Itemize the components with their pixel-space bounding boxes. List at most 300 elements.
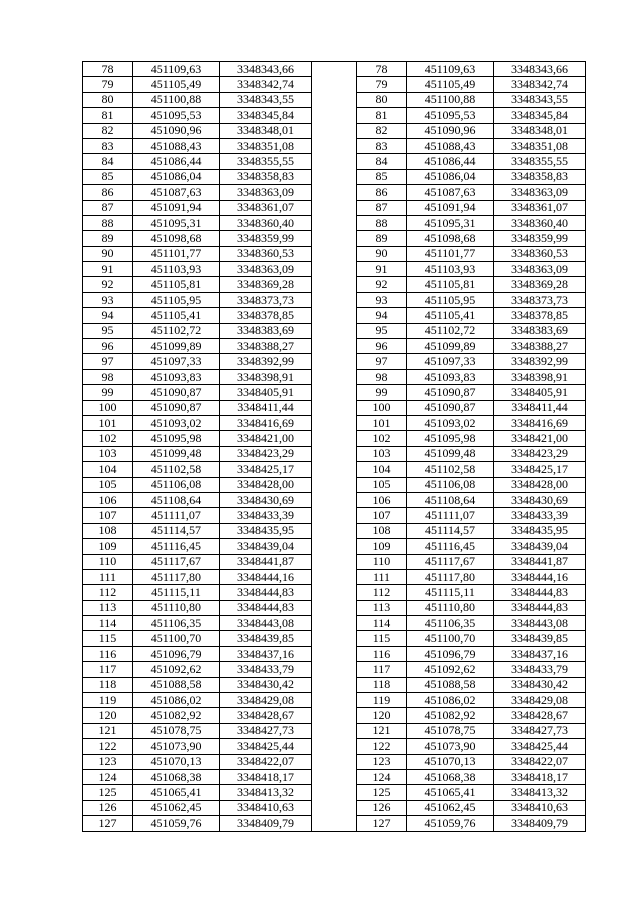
table-gap-cell: [312, 631, 357, 646]
right-x-coordinate-cell: 451090,87: [407, 400, 494, 415]
table-gap-cell: [312, 769, 357, 784]
right-x-coordinate-cell: 451086,04: [407, 169, 494, 184]
left-point-number-cell: 93: [83, 292, 133, 307]
table-row: [83, 677, 586, 692]
right-x-coordinate-cell: 451109,63: [407, 62, 494, 77]
right-x-coordinate-cell: 451102,58: [407, 462, 494, 477]
left-x-coordinate-cell: 451105,81: [133, 277, 220, 292]
table-row: [83, 246, 586, 261]
left-y-coordinate-cell: 3348363,09: [220, 262, 312, 277]
right-y-coordinate-cell: 3348410,63: [494, 800, 586, 815]
table-row: [83, 816, 586, 831]
left-x-coordinate-cell: 451108,64: [133, 492, 220, 507]
right-x-coordinate-cell: 451093,83: [407, 369, 494, 384]
right-point-number-cell: 95: [357, 323, 407, 338]
right-point-number-cell: 83: [357, 138, 407, 153]
right-point-number-cell: 124: [357, 769, 407, 784]
left-y-coordinate-cell: 3348410,63: [220, 800, 312, 815]
left-y-coordinate-cell: 3348373,73: [220, 292, 312, 307]
table-gap-cell: [312, 77, 357, 92]
right-y-coordinate-cell: 3348425,44: [494, 739, 586, 754]
table-gap-cell: [312, 108, 357, 123]
left-point-number-cell: 108: [83, 523, 133, 538]
right-y-coordinate-cell: 3348355,55: [494, 154, 586, 169]
right-point-number-cell: 125: [357, 785, 407, 800]
left-x-coordinate-cell: 451117,67: [133, 554, 220, 569]
table-gap-cell: [312, 677, 357, 692]
left-point-number-cell: 110: [83, 554, 133, 569]
left-point-number-cell: 117: [83, 662, 133, 677]
table-row: [83, 646, 586, 661]
right-point-number-cell: 99: [357, 385, 407, 400]
left-x-coordinate-cell: 451088,43: [133, 138, 220, 153]
left-point-number-cell: 124: [83, 769, 133, 784]
left-point-number-cell: 99: [83, 385, 133, 400]
right-point-number-cell: 101: [357, 415, 407, 430]
table-row: [83, 262, 586, 277]
left-y-coordinate-cell: 3348355,55: [220, 154, 312, 169]
left-x-coordinate-cell: 451109,63: [133, 62, 220, 77]
table-gap-cell: [312, 739, 357, 754]
table-row: [83, 523, 586, 538]
left-y-coordinate-cell: 3348439,85: [220, 631, 312, 646]
table-gap-cell: [312, 277, 357, 292]
left-x-coordinate-cell: 451117,80: [133, 569, 220, 584]
left-x-coordinate-cell: 451099,89: [133, 339, 220, 354]
left-x-coordinate-cell: 451070,13: [133, 754, 220, 769]
table-row: [83, 492, 586, 507]
table-gap-cell: [312, 785, 357, 800]
table-row: [83, 200, 586, 215]
right-point-number-cell: 109: [357, 539, 407, 554]
left-y-coordinate-cell: 3348435,95: [220, 523, 312, 538]
right-y-coordinate-cell: 3348439,85: [494, 631, 586, 646]
left-x-coordinate-cell: 451093,02: [133, 415, 220, 430]
table-row: [83, 462, 586, 477]
left-y-coordinate-cell: 3348433,39: [220, 508, 312, 523]
right-point-number-cell: 122: [357, 739, 407, 754]
left-y-coordinate-cell: 3348345,84: [220, 108, 312, 123]
table-gap-cell: [312, 262, 357, 277]
table-gap-cell: [312, 800, 357, 815]
right-y-coordinate-cell: 3348433,79: [494, 662, 586, 677]
right-y-coordinate-cell: 3348411,44: [494, 400, 586, 415]
left-x-coordinate-cell: 451106,08: [133, 477, 220, 492]
table-row: [83, 323, 586, 338]
right-y-coordinate-cell: 3348363,09: [494, 185, 586, 200]
left-point-number-cell: 123: [83, 754, 133, 769]
table-gap-cell: [312, 138, 357, 153]
right-x-coordinate-cell: 451106,35: [407, 616, 494, 631]
left-y-coordinate-cell: 3348360,53: [220, 246, 312, 261]
left-x-coordinate-cell: 451116,45: [133, 539, 220, 554]
table-gap-cell: [312, 231, 357, 246]
right-point-number-cell: 116: [357, 646, 407, 661]
right-y-coordinate-cell: 3348444,83: [494, 600, 586, 615]
right-y-coordinate-cell: 3348342,74: [494, 77, 586, 92]
right-x-coordinate-cell: 451062,45: [407, 800, 494, 815]
right-y-coordinate-cell: 3348418,17: [494, 769, 586, 784]
left-point-number-cell: 121: [83, 723, 133, 738]
right-point-number-cell: 91: [357, 262, 407, 277]
left-y-coordinate-cell: 3348425,44: [220, 739, 312, 754]
left-point-number-cell: 84: [83, 154, 133, 169]
left-y-coordinate-cell: 3348444,83: [220, 600, 312, 615]
right-y-coordinate-cell: 3348363,09: [494, 262, 586, 277]
left-y-coordinate-cell: 3348363,09: [220, 185, 312, 200]
left-point-number-cell: 101: [83, 415, 133, 430]
right-x-coordinate-cell: 451117,67: [407, 554, 494, 569]
left-x-coordinate-cell: 451078,75: [133, 723, 220, 738]
right-point-number-cell: 120: [357, 708, 407, 723]
right-point-number-cell: 127: [357, 816, 407, 831]
table-row: [83, 123, 586, 138]
table-gap-cell: [312, 339, 357, 354]
table-gap-cell: [312, 754, 357, 769]
right-y-coordinate-cell: 3348443,08: [494, 616, 586, 631]
left-y-coordinate-cell: 3348433,79: [220, 662, 312, 677]
table-gap-cell: [312, 246, 357, 261]
left-x-coordinate-cell: 451090,96: [133, 123, 220, 138]
left-y-coordinate-cell: 3348444,83: [220, 585, 312, 600]
left-point-number-cell: 97: [83, 354, 133, 369]
left-point-number-cell: 114: [83, 616, 133, 631]
right-y-coordinate-cell: 3348413,32: [494, 785, 586, 800]
table-gap-cell: [312, 569, 357, 584]
table-gap-cell: [312, 123, 357, 138]
right-point-number-cell: 108: [357, 523, 407, 538]
right-point-number-cell: 89: [357, 231, 407, 246]
left-y-coordinate-cell: 3348360,40: [220, 215, 312, 230]
right-point-number-cell: 94: [357, 308, 407, 323]
table-row: [83, 292, 586, 307]
right-point-number-cell: 114: [357, 616, 407, 631]
right-point-number-cell: 121: [357, 723, 407, 738]
left-y-coordinate-cell: 3348430,69: [220, 492, 312, 507]
table-gap-cell: [312, 508, 357, 523]
table-row: [83, 92, 586, 107]
right-x-coordinate-cell: 451099,89: [407, 339, 494, 354]
left-x-coordinate-cell: 451106,35: [133, 616, 220, 631]
table-gap-cell: [312, 369, 357, 384]
table-row: [83, 723, 586, 738]
left-x-coordinate-cell: 451073,90: [133, 739, 220, 754]
right-y-coordinate-cell: 3348360,53: [494, 246, 586, 261]
table-row: [83, 277, 586, 292]
right-point-number-cell: 112: [357, 585, 407, 600]
left-y-coordinate-cell: 3348444,16: [220, 569, 312, 584]
right-y-coordinate-cell: 3348429,08: [494, 693, 586, 708]
left-x-coordinate-cell: 451100,88: [133, 92, 220, 107]
left-point-number-cell: 81: [83, 108, 133, 123]
left-point-number-cell: 112: [83, 585, 133, 600]
table-gap-cell: [312, 646, 357, 661]
table-gap-cell: [312, 62, 357, 77]
table-row: [83, 415, 586, 430]
left-point-number-cell: 92: [83, 277, 133, 292]
right-x-coordinate-cell: 451097,33: [407, 354, 494, 369]
left-point-number-cell: 111: [83, 569, 133, 584]
right-y-coordinate-cell: 3348345,84: [494, 108, 586, 123]
left-point-number-cell: 105: [83, 477, 133, 492]
right-point-number-cell: 107: [357, 508, 407, 523]
table-gap-cell: [312, 185, 357, 200]
right-x-coordinate-cell: 451088,58: [407, 677, 494, 692]
right-y-coordinate-cell: 3348435,95: [494, 523, 586, 538]
left-point-number-cell: 86: [83, 185, 133, 200]
table-gap-cell: [312, 477, 357, 492]
left-x-coordinate-cell: 451087,63: [133, 185, 220, 200]
left-y-coordinate-cell: 3348409,79: [220, 816, 312, 831]
left-point-number-cell: 125: [83, 785, 133, 800]
right-y-coordinate-cell: 3348437,16: [494, 646, 586, 661]
table-row: [83, 446, 586, 461]
table-gap-cell: [312, 169, 357, 184]
right-y-coordinate-cell: 3348430,69: [494, 492, 586, 507]
right-y-coordinate-cell: 3348348,01: [494, 123, 586, 138]
table-row: [83, 400, 586, 415]
left-point-number-cell: 126: [83, 800, 133, 815]
left-x-coordinate-cell: 451096,79: [133, 646, 220, 661]
right-y-coordinate-cell: 3348392,99: [494, 354, 586, 369]
left-x-coordinate-cell: 451105,95: [133, 292, 220, 307]
table-gap-cell: [312, 431, 357, 446]
right-x-coordinate-cell: 451105,81: [407, 277, 494, 292]
left-y-coordinate-cell: 3348428,67: [220, 708, 312, 723]
table-row: [83, 585, 586, 600]
left-x-coordinate-cell: 451114,57: [133, 523, 220, 538]
right-y-coordinate-cell: 3348369,28: [494, 277, 586, 292]
right-x-coordinate-cell: 451116,45: [407, 539, 494, 554]
right-x-coordinate-cell: 451073,90: [407, 739, 494, 754]
table-row: [83, 385, 586, 400]
left-y-coordinate-cell: 3348369,28: [220, 277, 312, 292]
left-x-coordinate-cell: 451099,48: [133, 446, 220, 461]
right-y-coordinate-cell: 3348351,08: [494, 138, 586, 153]
right-x-coordinate-cell: 451117,80: [407, 569, 494, 584]
left-y-coordinate-cell: 3348441,87: [220, 554, 312, 569]
table-gap-cell: [312, 616, 357, 631]
right-x-coordinate-cell: 451090,87: [407, 385, 494, 400]
right-point-number-cell: 110: [357, 554, 407, 569]
left-x-coordinate-cell: 451086,04: [133, 169, 220, 184]
right-y-coordinate-cell: 3348405,91: [494, 385, 586, 400]
table-gap-cell: [312, 385, 357, 400]
right-point-number-cell: 93: [357, 292, 407, 307]
right-y-coordinate-cell: 3348383,69: [494, 323, 586, 338]
left-point-number-cell: 85: [83, 169, 133, 184]
right-y-coordinate-cell: 3348422,07: [494, 754, 586, 769]
table-gap-cell: [312, 215, 357, 230]
left-point-number-cell: 98: [83, 369, 133, 384]
left-point-number-cell: 95: [83, 323, 133, 338]
left-x-coordinate-cell: 451093,83: [133, 369, 220, 384]
left-y-coordinate-cell: 3348378,85: [220, 308, 312, 323]
right-point-number-cell: 80: [357, 92, 407, 107]
right-point-number-cell: 102: [357, 431, 407, 446]
table-row: [83, 77, 586, 92]
right-y-coordinate-cell: 3348343,66: [494, 62, 586, 77]
left-y-coordinate-cell: 3348425,17: [220, 462, 312, 477]
right-point-number-cell: 90: [357, 246, 407, 261]
right-x-coordinate-cell: 451095,98: [407, 431, 494, 446]
right-x-coordinate-cell: 451096,79: [407, 646, 494, 661]
left-point-number-cell: 96: [83, 339, 133, 354]
right-point-number-cell: 100: [357, 400, 407, 415]
right-x-coordinate-cell: 451101,77: [407, 246, 494, 261]
table-row: [83, 477, 586, 492]
right-x-coordinate-cell: 451100,88: [407, 92, 494, 107]
left-x-coordinate-cell: 451082,92: [133, 708, 220, 723]
left-x-coordinate-cell: 451090,87: [133, 400, 220, 415]
right-x-coordinate-cell: 451092,62: [407, 662, 494, 677]
right-point-number-cell: 111: [357, 569, 407, 584]
table-row: [83, 569, 586, 584]
right-y-coordinate-cell: 3348444,83: [494, 585, 586, 600]
table-row: [83, 769, 586, 784]
right-x-coordinate-cell: 451086,44: [407, 154, 494, 169]
right-point-number-cell: 123: [357, 754, 407, 769]
coordinates-table-body: [83, 62, 586, 832]
left-x-coordinate-cell: 451068,38: [133, 769, 220, 784]
right-y-coordinate-cell: 3348421,00: [494, 431, 586, 446]
table-gap-cell: [312, 539, 357, 554]
right-y-coordinate-cell: 3348425,17: [494, 462, 586, 477]
right-point-number-cell: 103: [357, 446, 407, 461]
right-point-number-cell: 79: [357, 77, 407, 92]
right-y-coordinate-cell: 3348427,73: [494, 723, 586, 738]
table-row: [83, 185, 586, 200]
left-x-coordinate-cell: 451105,41: [133, 308, 220, 323]
right-x-coordinate-cell: 451108,64: [407, 492, 494, 507]
right-point-number-cell: 85: [357, 169, 407, 184]
left-x-coordinate-cell: 451095,98: [133, 431, 220, 446]
table-gap-cell: [312, 492, 357, 507]
left-point-number-cell: 109: [83, 539, 133, 554]
right-x-coordinate-cell: 451087,63: [407, 185, 494, 200]
table-row: [83, 708, 586, 723]
table-row: [83, 108, 586, 123]
right-x-coordinate-cell: 451102,72: [407, 323, 494, 338]
left-point-number-cell: 113: [83, 600, 133, 615]
right-point-number-cell: 117: [357, 662, 407, 677]
left-y-coordinate-cell: 3348428,00: [220, 477, 312, 492]
left-x-coordinate-cell: 451095,31: [133, 215, 220, 230]
right-x-coordinate-cell: 451103,93: [407, 262, 494, 277]
table-row: [83, 62, 586, 77]
left-y-coordinate-cell: 3348392,99: [220, 354, 312, 369]
right-y-coordinate-cell: 3348441,87: [494, 554, 586, 569]
left-point-number-cell: 122: [83, 739, 133, 754]
right-point-number-cell: 78: [357, 62, 407, 77]
left-point-number-cell: 102: [83, 431, 133, 446]
table-gap-cell: [312, 323, 357, 338]
table-gap-cell: [312, 354, 357, 369]
right-point-number-cell: 104: [357, 462, 407, 477]
left-y-coordinate-cell: 3348358,83: [220, 169, 312, 184]
left-point-number-cell: 115: [83, 631, 133, 646]
table-row: [83, 785, 586, 800]
left-point-number-cell: 94: [83, 308, 133, 323]
right-point-number-cell: 119: [357, 693, 407, 708]
right-x-coordinate-cell: 451059,76: [407, 816, 494, 831]
right-x-coordinate-cell: 451088,43: [407, 138, 494, 153]
left-x-coordinate-cell: 451059,76: [133, 816, 220, 831]
table-gap-cell: [312, 816, 357, 831]
left-x-coordinate-cell: 451102,72: [133, 323, 220, 338]
left-y-coordinate-cell: 3348342,74: [220, 77, 312, 92]
left-point-number-cell: 120: [83, 708, 133, 723]
right-point-number-cell: 82: [357, 123, 407, 138]
left-y-coordinate-cell: 3348343,66: [220, 62, 312, 77]
left-y-coordinate-cell: 3348443,08: [220, 616, 312, 631]
left-x-coordinate-cell: 451062,45: [133, 800, 220, 815]
right-y-coordinate-cell: 3348439,04: [494, 539, 586, 554]
right-x-coordinate-cell: 451105,49: [407, 77, 494, 92]
table-row: [83, 431, 586, 446]
right-y-coordinate-cell: 3348359,99: [494, 231, 586, 246]
left-x-coordinate-cell: 451092,62: [133, 662, 220, 677]
table-row: [83, 169, 586, 184]
right-point-number-cell: 87: [357, 200, 407, 215]
left-point-number-cell: 78: [83, 62, 133, 77]
left-x-coordinate-cell: 451090,87: [133, 385, 220, 400]
left-y-coordinate-cell: 3348411,44: [220, 400, 312, 415]
table-gap-cell: [312, 308, 357, 323]
table-row: [83, 354, 586, 369]
table-gap-cell: [312, 415, 357, 430]
right-point-number-cell: 86: [357, 185, 407, 200]
right-y-coordinate-cell: 3348358,83: [494, 169, 586, 184]
table-row: [83, 369, 586, 384]
left-x-coordinate-cell: 451086,02: [133, 693, 220, 708]
right-point-number-cell: 126: [357, 800, 407, 815]
left-y-coordinate-cell: 3348343,55: [220, 92, 312, 107]
left-x-coordinate-cell: 451091,94: [133, 200, 220, 215]
left-x-coordinate-cell: 451065,41: [133, 785, 220, 800]
right-x-coordinate-cell: 451111,07: [407, 508, 494, 523]
right-y-coordinate-cell: 3348361,07: [494, 200, 586, 215]
right-y-coordinate-cell: 3348360,40: [494, 215, 586, 230]
left-point-number-cell: 83: [83, 138, 133, 153]
table-row: [83, 339, 586, 354]
table-row: [83, 215, 586, 230]
right-x-coordinate-cell: 451110,80: [407, 600, 494, 615]
left-point-number-cell: 107: [83, 508, 133, 523]
table-row: [83, 754, 586, 769]
left-y-coordinate-cell: 3348427,73: [220, 723, 312, 738]
left-point-number-cell: 119: [83, 693, 133, 708]
left-y-coordinate-cell: 3348416,69: [220, 415, 312, 430]
table-gap-cell: [312, 400, 357, 415]
left-x-coordinate-cell: 451103,93: [133, 262, 220, 277]
table-gap-cell: [312, 92, 357, 107]
right-x-coordinate-cell: 451100,70: [407, 631, 494, 646]
table-gap-cell: [312, 446, 357, 461]
table-row: [83, 154, 586, 169]
table-row: [83, 539, 586, 554]
right-y-coordinate-cell: 3348428,67: [494, 708, 586, 723]
table-gap-cell: [312, 723, 357, 738]
right-x-coordinate-cell: 451068,38: [407, 769, 494, 784]
left-y-coordinate-cell: 3348361,07: [220, 200, 312, 215]
table-gap-cell: [312, 200, 357, 215]
table-gap-cell: [312, 554, 357, 569]
table-row: [83, 739, 586, 754]
right-y-coordinate-cell: 3348428,00: [494, 477, 586, 492]
left-y-coordinate-cell: 3348351,08: [220, 138, 312, 153]
table-row: [83, 308, 586, 323]
